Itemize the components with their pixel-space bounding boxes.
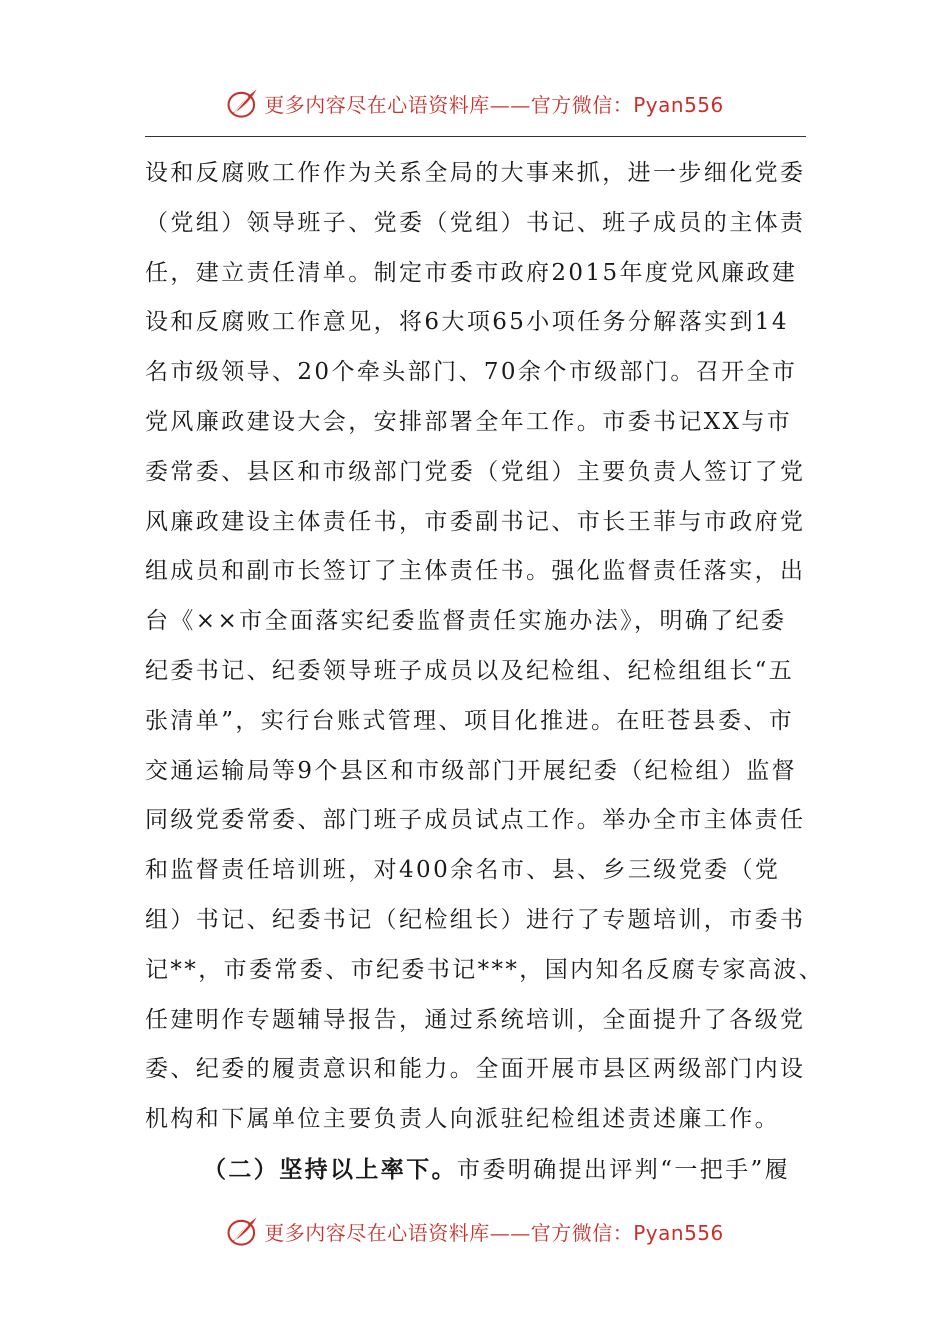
body-line: 党风廉政建设大会，安排部署全年工作。市委书记XX与市 <box>145 408 793 435</box>
section-text: 市委明确提出评判“一把手”履 <box>457 1156 791 1183</box>
watermark-wechat-id: Pyan556 <box>633 1220 724 1245</box>
watermark-wechat-label: 官方微信： <box>530 92 634 117</box>
watermark-dash: —— <box>489 1220 531 1245</box>
body-line: 设和反腐败工作意见，将6大项65小项任务分解落实到14 <box>145 309 789 336</box>
quill-logo-icon <box>226 86 260 120</box>
body-line: 委、纪委的履责意识和能力。全面开展市县区两级部门内设 <box>145 1056 806 1083</box>
watermark-dash: —— <box>489 92 531 117</box>
body-line: 设和反腐败工作作为关系全局的大事来抓，进一步细化党委 <box>145 160 806 186</box>
body-line: 任建明作专题辅导报告，通过系统培训，全面提升了各级党 <box>145 1006 806 1033</box>
section-line <box>145 1145 815 1195</box>
body-line: 记**，市委常委、市纪委书记***，国内知名反腐专家高波、 <box>145 956 825 983</box>
watermark-wechat-id: Pyan556 <box>633 92 724 117</box>
body-line: 同级党委常委、部门班子成员试点工作。举办全市主体责任 <box>145 807 806 834</box>
watermark-site: 更多内容尽在心语资料库 <box>264 1220 490 1245</box>
footer-watermark <box>0 1211 950 1251</box>
watermark-site: 更多内容尽在心语资料库 <box>264 92 490 117</box>
document-body <box>145 149 825 1195</box>
body-line: 名市级领导、20个牵头部门、70余个市级部门。召开全市 <box>145 359 798 386</box>
body-line: （党组）领导班子、党委（党组）书记、班子成员的主体责 <box>145 209 806 236</box>
body-line: 纪委书记、纪委领导班子成员以及纪检组、纪检组组长“五 <box>145 657 795 684</box>
body-line: 任，建立责任清单。制定市委市政府2015年度党风廉政建 <box>145 259 798 286</box>
watermark-wechat-label: 官方微信： <box>530 1220 634 1245</box>
body-line: 和监督责任培训班，对400余名市、县、乡三级党委（党 <box>145 857 781 884</box>
watermark-text <box>264 1217 724 1246</box>
watermark-text <box>264 89 724 118</box>
header-watermark <box>0 83 950 123</box>
header-divider <box>145 136 806 137</box>
body-line: 组）书记、纪委书记（纪检组长）进行了专题培训，市委书 <box>145 906 806 933</box>
quill-logo-icon <box>226 1214 260 1248</box>
body-line: 台《××市全面落实纪委监督责任实施办法》，明确了纪委 <box>145 608 787 635</box>
body-line: 机构和下属单位主要负责人向派驻纪检组述责述廉工作。 <box>145 1106 780 1133</box>
body-line: 组成员和副市长签订了主体责任书。强化监督责任落实，出 <box>145 558 806 585</box>
body-line: 交通运输局等9个县区和市级部门开展纪委（纪检组）监督 <box>145 757 798 784</box>
body-line: 风廉政建设主体责任书，市委副书记、市长王菲与市政府党 <box>145 508 806 535</box>
body-line: 委常委、县区和市级部门党委（党组）主要负责人签订了党 <box>145 458 806 485</box>
body-line: 张清单”，实行台账式管理、项目化推进。在旺苍县委、市 <box>145 707 795 734</box>
section-heading: （二）坚持以上率下。 <box>203 1155 457 1183</box>
